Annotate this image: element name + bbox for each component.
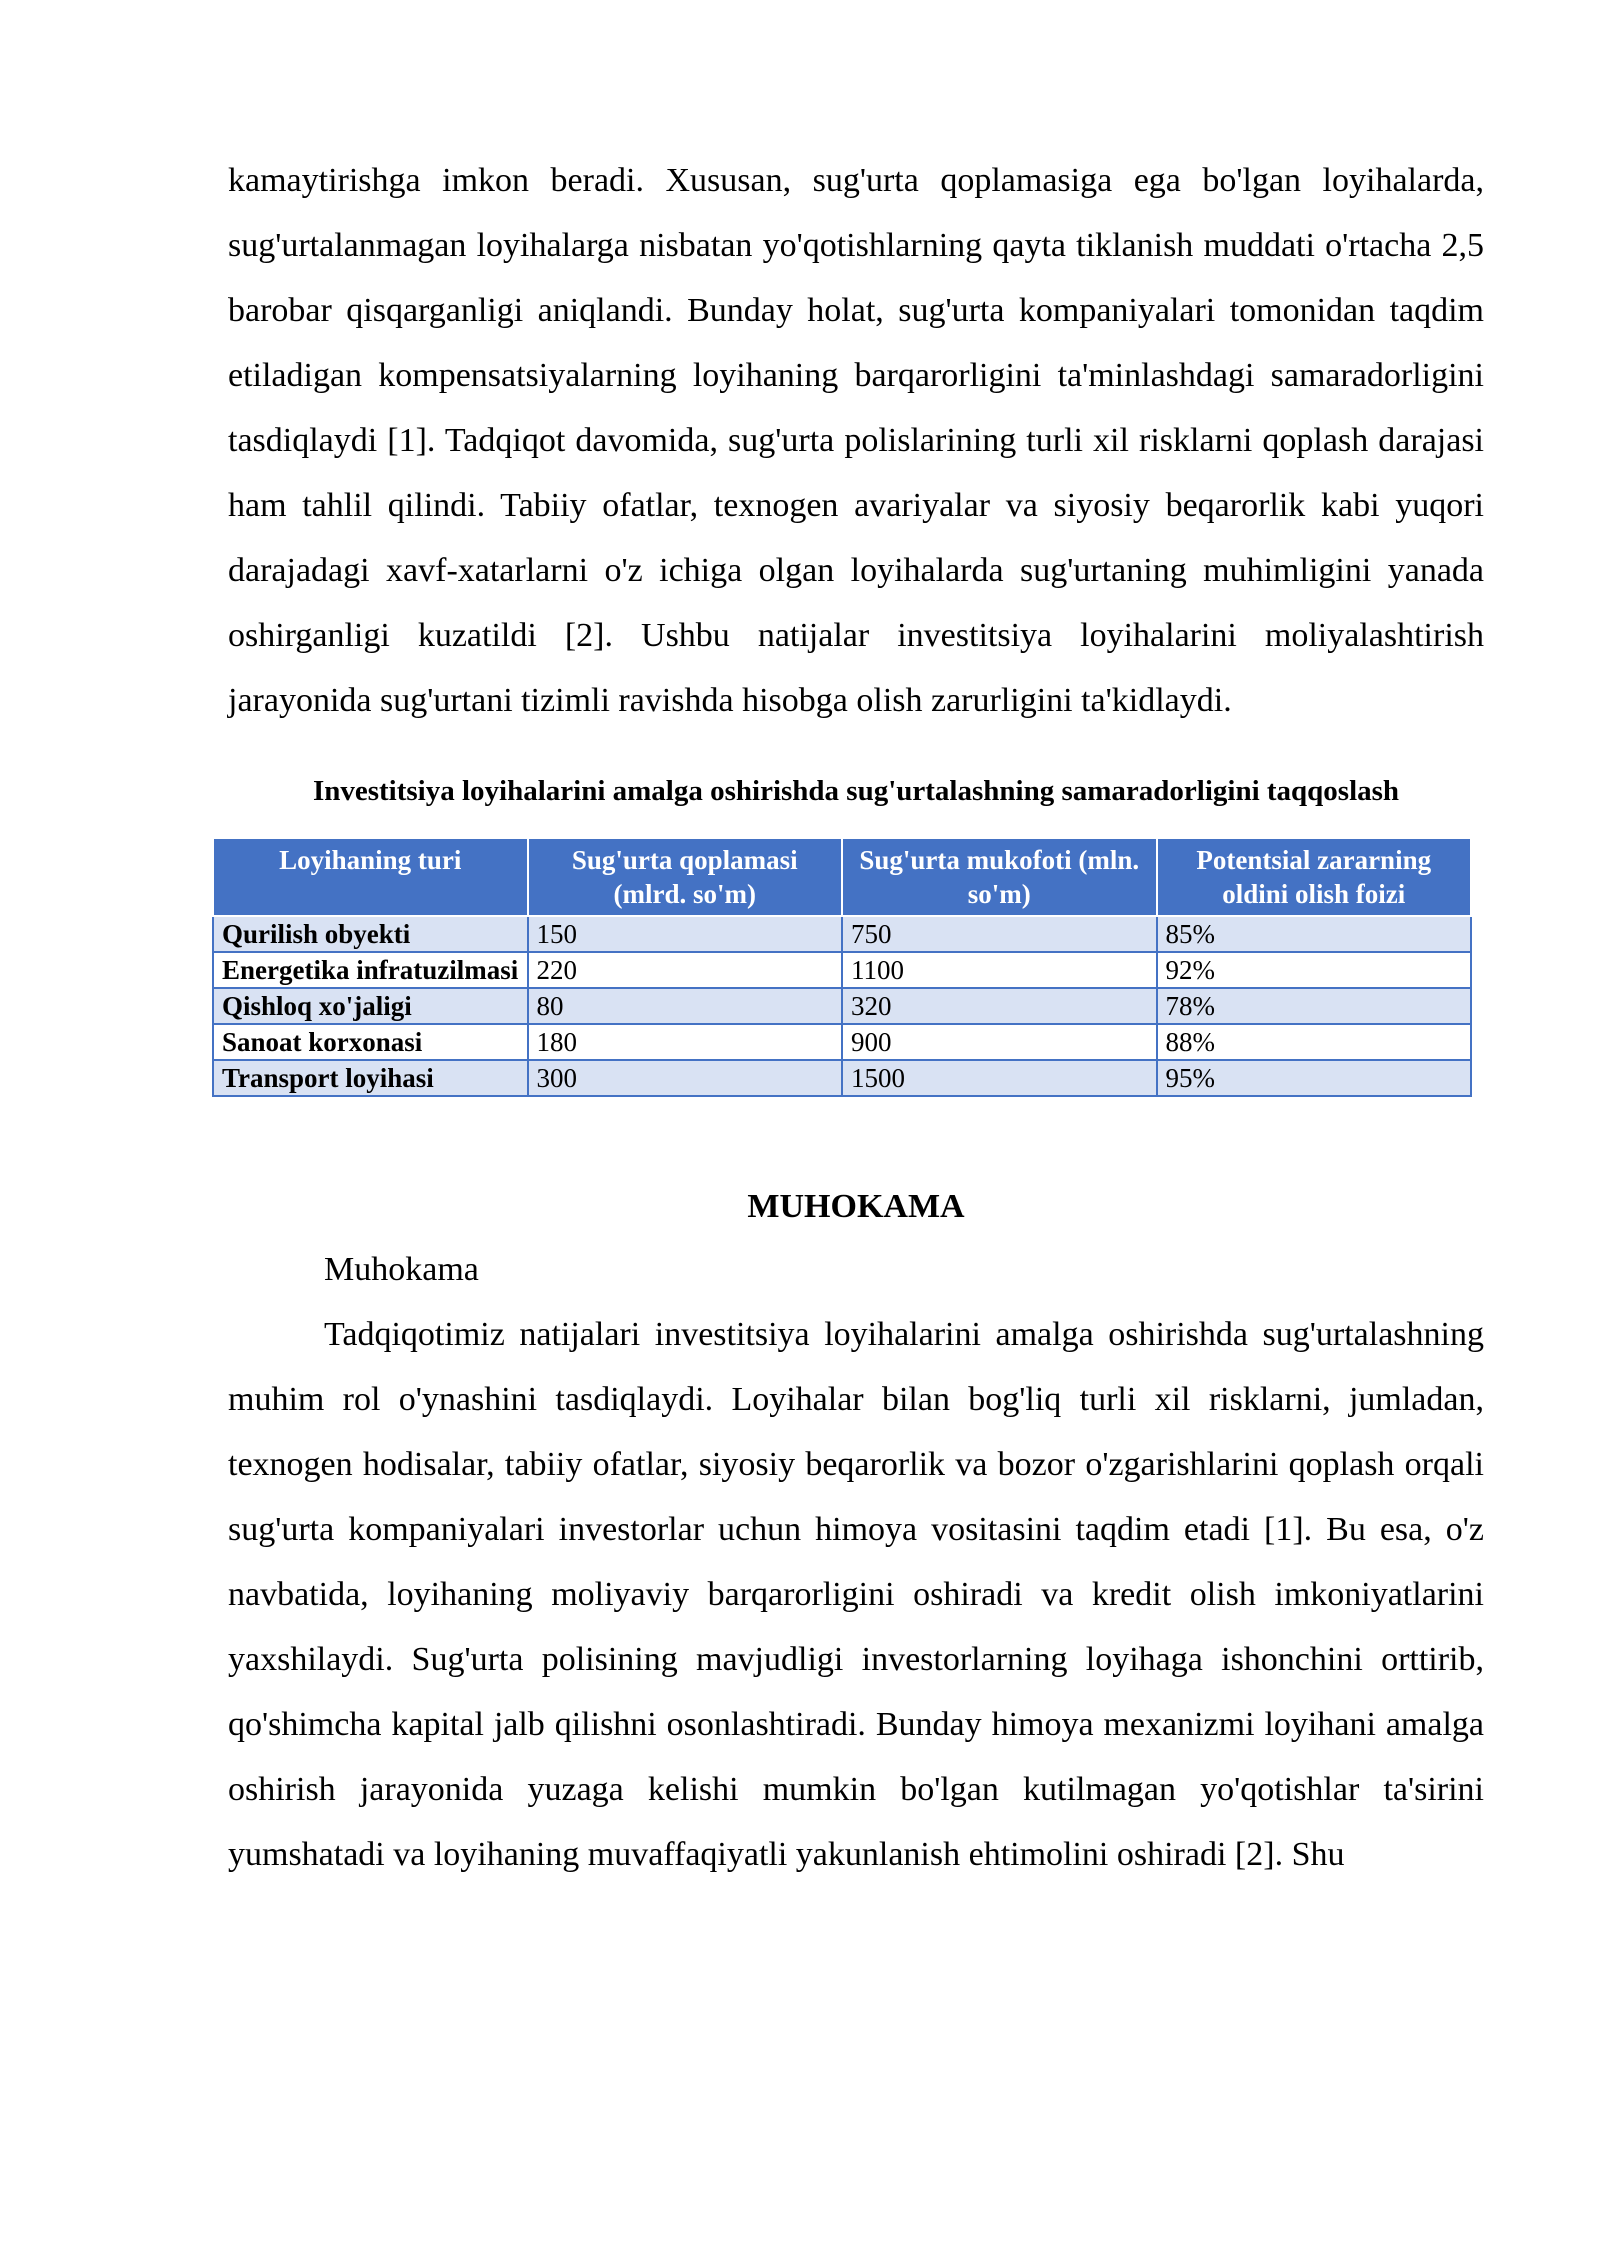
cell-coverage: 180 [528,1024,843,1060]
cell-premium: 1500 [842,1060,1157,1096]
table-header-row [213,838,1471,916]
header-project-type: Loyihaning turi [213,838,528,916]
section-heading: MUHOKAMA [747,1188,965,1225]
cell-premium: 1100 [842,952,1157,988]
table-caption: Investitsiya loyihalarini amalga oshirishda sug'urtalashning samaradorligini taqqoslash [312,775,1400,807]
cell-prevention: 88% [1157,1024,1472,1060]
cell-project-type: Energetika infratuzilmasi [213,952,528,988]
body-paragraph-discussion: Tadqiqotimiz natijalari investitsiya loyihalarini amalga oshirishda sug'urtalashning muhim rol o'ynashini tasdiqlaydi. Loyihalar bilan bog'liq turli xil risklarni, jumladan, texnogen hodisalar, tabiiy ofatlar, siyosiy beqarorlik va bozor o'zgarishlarini qoplash orqali sug'urta kompaniyalari investorlar uchun himoya vositasini taqdim etadi [1]. Bu esa, o'z navbatida, loyihaning moliyaviy barqarorligini oshiradi va kredit olish imkoniyatlarini yaxshilaydi. Sug'urta polisining mavjudligi investorlarning loyihaga ishonchini orttirib, qo'shimcha kapital jalb qilishni osonlashtiradi. Bunday himoya mexanizmi loyihani amalga oshirish jarayonida yuzaga kelishi mumkin bo'lgan kutilmagan yo'qotishlar ta'sirini yumshatadi va loyihaning muvaffaqiyatli yakunlanish ehtimolini oshiradi [2]. Shu [228,1316,1484,1873]
cell-coverage: 80 [528,988,843,1024]
cell-premium: 750 [842,916,1157,952]
cell-premium: 900 [842,1024,1157,1060]
header-loss-prevention-percent: Potentsial zararning oldini olish foizi [1157,838,1472,916]
cell-project-type: Sanoat korxonasi [213,1024,528,1060]
cell-prevention: 95% [1157,1060,1472,1096]
table-row [213,952,1471,988]
cell-project-type: Transport loyihasi [213,1060,528,1096]
header-insurance-premium: Sug'urta mukofoti (mln. so'm) [842,838,1157,916]
cell-coverage: 150 [528,916,843,952]
cell-prevention: 92% [1157,952,1472,988]
table-row [213,988,1471,1024]
header-insurance-coverage: Sug'urta qoplamasi (mlrd. so'm) [528,838,843,916]
cell-premium: 320 [842,988,1157,1024]
cell-project-type: Qurilish obyekti [213,916,528,952]
body-paragraph-results: kamaytirishga imkon beradi. Xususan, sug'urta qoplamasiga ega bo'lgan loyihalarda, sug'urtalanmagan loyihalarga nisbatan yo'qotishlarning qayta tiklanish muddati o'rtacha 2,5 barobar qisqarganligi aniqlandi. Bunday holat, sug'urta kompaniyalari tomonidan taqdim etiladigan kompensatsiyalarning loyihaning barqarorligini ta'minlashdagi samaradorligini tasdiqlaydi [1]. Tadqiqot davomida, sug'urta polislarining turli xil risklarni qoplash darajasi ham tahlil qilindi. Tabiiy ofatlar, texnogen avariyalar va siyosiy beqarorlik kabi yuqori darajadagi xavf-xatarlarni o'z ichiga olgan loyihalarda sug'urtaning muhimligini yanada oshirganligi kuzatildi [2]. Ushbu natijalar investitsiya loyihalarini moliyalashtirish jarayonida sug'urtani tizimli ravishda hisobga olish zarurligini ta'kidlaydi. [228,162,1484,719]
table-row [213,916,1471,952]
cell-coverage: 220 [528,952,843,988]
cell-prevention: 85% [1157,916,1472,952]
cell-prevention: 78% [1157,988,1472,1024]
cell-project-type: Qishloq xo'jaligi [213,988,528,1024]
cell-coverage: 300 [528,1060,843,1096]
table-row [213,1024,1471,1060]
table-row [213,1060,1471,1096]
document-page [222,148,1484,1887]
subheading: Muhokama [324,1251,479,1288]
insurance-efficiency-table [212,837,1472,1097]
